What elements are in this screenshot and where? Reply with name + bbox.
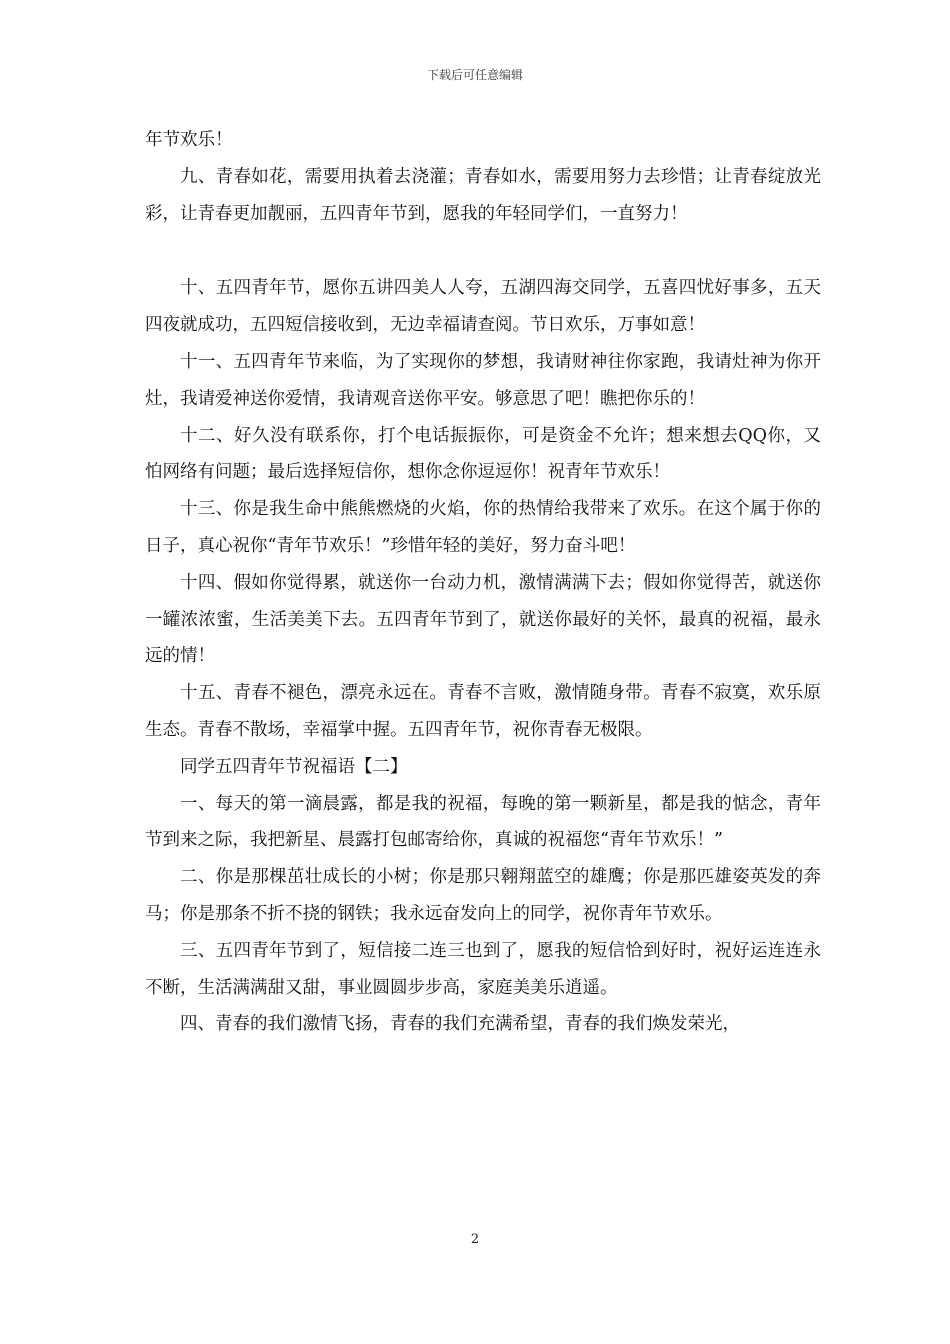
paragraph-item-9: 九、青春如花，需要用执着去浇灌；青春如水，需要用努力去珍惜；让青春绽放光彩，让青春更加靓丽，五四青年节到，愿我的年轻同学们，一直努力！: [145, 166, 821, 224]
paragraph-item-2: 二、你是那棵茁壮成长的小树；你是那只翱翔蓝空的雄鹰；你是那匹雄姿英发的奔马；你是那条不折不挠的钢铁；我永远奋发向上的同学，祝你青年节欢乐。: [145, 867, 821, 924]
paragraph-item-14: 十四、假如你觉得累，就送你一台动力机，激情满满下去；假如你觉得苦，就送你一罐浓浓蜜，生活美美下去。五四青年节到了，就送你最好的关怀，最真的祝福，最永远的情！: [145, 572, 821, 667]
page-number: 2: [470, 1232, 480, 1247]
paragraph-item-15: 十五、青春不褪色，漂亮永远在。青春不言败，激情随身带。青春不寂寞，欢乐原生态。青春不散场，幸福掌中握。五四青年节，祝你青春无极限。: [145, 683, 821, 740]
section-heading: 同学五四青年节祝福语【二】: [180, 756, 408, 777]
paragraph-item-1: 一、每天的第一滴晨露，都是我的祝福，每晚的第一颗新星，都是我的惦念，青年节到来之际，我把新星、晨露打包邮寄给你，真诚的祝福您“青年节欢乐！”: [145, 793, 821, 851]
paragraph-item-12: 十二、好久没有联系你，打个电话振振你，可是资金不允许；想来想去QQ你，又怕网络有问题；最后选择短信你，想你念你逗逗你！祝青年节欢乐！: [145, 425, 821, 483]
page-header: 下载后可任意编辑: [426, 68, 523, 82]
paragraph-item-13: 十三、你是我生命中熊熊燃烧的火焰，你的热情给我带来了欢乐。在这个属于你的日子，真心祝你“青年节欢乐！”珍惜年轻的美好，努力奋斗吧！: [145, 499, 821, 556]
paragraph-item-10: 十、五四青年节，愿你五讲四美人人夸，五湖四海交同学，五喜四忧好事多，五天四夜就成功，五四短信接收到，无边幸福请查阅。节日欢乐，万事如意！: [145, 278, 821, 336]
paragraph-continuation: 年节欢乐！: [145, 130, 233, 150]
paragraph-item-4: 四、青春的我们激情飞扬，青春的我们充满希望，青春的我们焕发荣光，: [180, 1014, 740, 1035]
paragraph-item-3: 三、五四青年节到了，短信接二连三也到了，愿我的短信恰到好时，祝好运连连永不断，生活满满甜又甜，事业圆圆步步高，家庭美美乐逍遥。: [145, 940, 821, 998]
document-body: [145, 122, 821, 1043]
paragraph-item-11: 十一、五四青年节来临，为了实现你的梦想，我请财神往你家跑，我请灶神为你开灶，我请爱神送你爱情，我请观音送你平安。够意思了吧！瞧把你乐的！: [145, 351, 821, 409]
